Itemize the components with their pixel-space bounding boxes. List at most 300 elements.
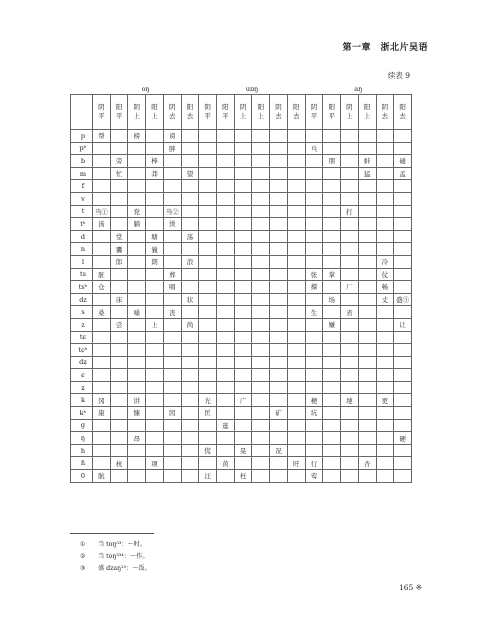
character-cell [394,394,412,407]
character-cell [234,268,252,281]
character-cell [181,281,199,294]
character-cell [146,344,164,357]
character-cell [376,457,394,470]
character-cell [341,457,359,470]
character-cell [217,281,235,294]
character-cell [376,318,394,331]
character-cell [110,331,128,344]
character-cell [217,243,235,256]
character-cell [252,470,270,483]
character-cell [358,205,376,218]
character-cell: 讲 [128,394,146,407]
character-cell [358,369,376,382]
character-cell [305,255,323,268]
character-cell [217,218,235,231]
character-cell: 唱 [163,281,181,294]
character-cell [376,344,394,357]
character-cell [270,318,288,331]
character-cell [146,180,164,193]
character-cell [270,243,288,256]
footnote-text: 当 toŋ³³⁴：～作。 [98,553,149,560]
character-cell [128,381,146,394]
tone-header: 阳 平 [323,95,341,130]
character-cell [287,180,305,193]
table-row [71,155,412,168]
character-cell: 慌 [199,444,217,457]
character-cell [287,369,305,382]
table-row [71,331,412,344]
character-cell [199,130,217,143]
character-cell [270,419,288,432]
character-cell [394,344,412,357]
character-cell [305,218,323,231]
character-cell [270,381,288,394]
character-cell [394,356,412,369]
character-cell: 光 [199,394,217,407]
table-row [71,142,412,155]
character-cell [376,369,394,382]
corner-cell [71,95,93,130]
character-cell [128,281,146,294]
character-cell [358,268,376,281]
character-cell [323,243,341,256]
character-cell [217,255,235,268]
character-cell [358,306,376,319]
character-cell [146,218,164,231]
character-cell [128,344,146,357]
character-cell [217,130,235,143]
character-cell [163,331,181,344]
character-cell [252,281,270,294]
character-cell [252,205,270,218]
character-cell: 硬 [394,432,412,445]
character-cell [358,243,376,256]
character-cell [199,281,217,294]
character-cell [128,230,146,243]
character-cell [199,331,217,344]
character-cell [110,192,128,205]
table-row [71,192,412,205]
character-cell [341,255,359,268]
character-cell [341,230,359,243]
character-cell: 浪 [181,255,199,268]
character-cell: 场 [323,293,341,306]
character-cell: 丧 [163,306,181,319]
character-cell [270,293,288,306]
character-cell [199,306,217,319]
character-cell [252,243,270,256]
character-cell [110,356,128,369]
character-cell [394,331,412,344]
character-cell [128,470,146,483]
character-cell: 上 [146,318,164,331]
character-cell [128,419,146,432]
character-cell [394,407,412,420]
character-cell [110,381,128,394]
character-cell [270,255,288,268]
character-cell [394,306,412,319]
character-cell [163,255,181,268]
syllable-table [70,84,412,483]
character-cell [163,444,181,457]
character-cell [93,255,111,268]
character-cell [270,218,288,231]
tone-header: 阳 平 [217,95,235,130]
character-cell [199,432,217,445]
character-cell: 匡 [199,407,217,420]
character-cell [93,344,111,357]
character-cell: 桑 [93,306,111,319]
character-cell: 尚 [181,318,199,331]
character-cell [181,407,199,420]
character-cell [376,306,394,319]
character-cell [199,230,217,243]
character-cell [181,218,199,231]
character-cell [287,381,305,394]
character-cell [305,155,323,168]
character-cell [163,344,181,357]
character-cell [287,130,305,143]
character-cell [93,180,111,193]
character-cell: 逛 [217,419,235,432]
footnote-text: 盛 dzaŋ¹³：～饭。 [98,565,151,572]
footnote-item [80,551,151,563]
character-cell [305,381,323,394]
character-cell [252,344,270,357]
corner-cell [71,84,93,95]
character-cell [234,432,252,445]
character-cell [376,205,394,218]
character-cell [146,356,164,369]
character-cell [305,293,323,306]
character-cell [163,457,181,470]
character-cell [287,470,305,483]
character-cell [305,369,323,382]
character-cell [199,142,217,155]
character-cell [323,192,341,205]
table-row [71,470,412,483]
table-row [71,356,412,369]
character-cell [217,394,235,407]
character-cell [270,155,288,168]
character-cell [252,318,270,331]
character-cell: 烫 [163,218,181,231]
character-cell [110,205,128,218]
initial-label: v [71,192,93,205]
character-cell [358,344,376,357]
character-cell [394,192,412,205]
character-cell [287,306,305,319]
character-cell [93,192,111,205]
character-cell [128,457,146,470]
character-cell [305,444,323,457]
character-cell: 胖 [163,142,181,155]
character-cell: 郎 [110,255,128,268]
character-cell: 康 [93,407,111,420]
character-cell [358,192,376,205]
character-cell [146,444,164,457]
character-cell [323,331,341,344]
tone-header: 阳 去 [181,95,199,130]
character-cell [305,230,323,243]
character-cell: 张 [305,268,323,281]
character-cell [376,470,394,483]
initial-label: dz [71,293,93,306]
character-cell: 黄 [217,457,235,470]
character-cell [252,457,270,470]
initial-label: kʰ [71,407,93,420]
character-cell [110,394,128,407]
tone-header: 阳 上 [146,95,164,130]
character-cell [358,419,376,432]
character-cell: 当① [93,205,111,218]
table-row [71,419,412,432]
character-cell [199,167,217,180]
tone-header: 阴 去 [376,95,394,130]
tone-header: 阴 上 [128,95,146,130]
character-cell [199,205,217,218]
initial-label: ɦ [71,457,93,470]
character-cell [358,180,376,193]
tone-header: 阴 平 [305,95,323,130]
character-cell [181,142,199,155]
character-cell [287,281,305,294]
table-row [71,306,412,319]
character-cell: 更 [376,394,394,407]
character-cell [199,192,217,205]
character-cell [341,243,359,256]
character-cell [146,331,164,344]
initial-label: ŋ [71,432,93,445]
character-cell [93,142,111,155]
character-cell [341,344,359,357]
character-cell [146,470,164,483]
character-cell [199,318,217,331]
page-number: 165 ※ [399,583,422,592]
character-cell [287,432,305,445]
character-cell [394,230,412,243]
character-cell: 汪 [199,470,217,483]
character-cell [270,331,288,344]
character-cell [341,180,359,193]
character-cell [323,470,341,483]
character-cell: 蚌 [358,155,376,168]
character-cell [323,255,341,268]
footnote-rule [70,533,154,534]
character-cell [358,407,376,420]
character-cell: 肮 [93,470,111,483]
character-cell [110,281,128,294]
character-cell [93,293,111,306]
character-cell [146,369,164,382]
character-cell [376,130,394,143]
footnote-marker: ② [80,553,86,560]
character-cell [199,356,217,369]
character-cell [376,243,394,256]
initial-label: pʰ [71,142,93,155]
character-cell: 躺 [128,218,146,231]
character-cell [358,331,376,344]
character-cell [323,130,341,143]
character-cell [394,268,412,281]
character-cell [93,331,111,344]
character-cell: 冷 [376,255,394,268]
table-row [71,444,412,457]
tone-header: 阴 平 [199,95,217,130]
footnote-text: 当 toŋ⁵³：～时。 [98,541,147,548]
character-cell [358,293,376,306]
character-cell [323,407,341,420]
character-cell [252,432,270,445]
character-cell [252,356,270,369]
character-cell [234,205,252,218]
character-cell [234,192,252,205]
table-row [71,268,412,281]
character-cell [234,130,252,143]
character-cell [287,419,305,432]
character-cell: 仓 [93,281,111,294]
character-cell [341,470,359,483]
character-cell [270,230,288,243]
character-cell [287,268,305,281]
character-cell [128,268,146,281]
tone-header: 阳 上 [252,95,270,130]
character-cell [217,268,235,281]
character-cell [252,130,270,143]
character-cell [128,293,146,306]
character-cell [358,130,376,143]
character-cell [270,205,288,218]
character-cell [252,230,270,243]
character-cell [217,167,235,180]
character-cell: 行 [305,457,323,470]
character-cell [323,218,341,231]
character-cell [394,205,412,218]
character-cell [163,419,181,432]
character-cell [252,268,270,281]
character-cell [110,344,128,357]
character-cell [287,444,305,457]
character-cell [287,155,305,168]
character-cell [252,180,270,193]
character-cell [376,142,394,155]
character-cell [199,344,217,357]
character-cell [234,230,252,243]
character-cell [252,293,270,306]
character-cell [270,356,288,369]
character-cell: 尝 [110,318,128,331]
character-cell [323,205,341,218]
character-cell [110,369,128,382]
rhyme-header-row [71,84,412,95]
character-cell [376,331,394,344]
character-cell [234,218,252,231]
character-cell [341,381,359,394]
character-cell [93,369,111,382]
character-cell: 莺 [305,470,323,483]
character-cell [394,142,412,155]
character-cell [110,407,128,420]
character-cell [341,218,359,231]
character-cell [181,432,199,445]
table-row [71,457,412,470]
character-cell [376,419,394,432]
character-cell: 况 [270,444,288,457]
footnotes [80,539,151,575]
table-row [71,167,412,180]
character-cell [181,394,199,407]
character-cell [341,192,359,205]
character-cell [341,356,359,369]
character-cell [217,356,235,369]
initial-label: b [71,155,93,168]
character-cell [305,331,323,344]
character-cell [163,293,181,306]
tone-header: 阴 上 [234,95,252,130]
character-cell [199,155,217,168]
character-cell: 畅 [376,281,394,294]
initial-label: k [71,394,93,407]
character-cell [252,218,270,231]
tone-header: 阳 平 [110,95,128,130]
character-cell: 旁 [110,155,128,168]
character-cell [146,394,164,407]
character-cell [305,344,323,357]
character-cell [128,444,146,457]
character-cell [217,407,235,420]
character-cell [305,356,323,369]
character-cell [270,470,288,483]
character-cell [128,369,146,382]
character-cell: 枉 [234,470,252,483]
table-row [71,243,412,256]
character-cell [181,356,199,369]
initial-label: f [71,180,93,193]
character-cell [376,356,394,369]
character-cell [358,356,376,369]
character-cell: 杭 [110,457,128,470]
character-cell [323,281,341,294]
character-cell [323,381,341,394]
character-cell [234,331,252,344]
character-cell [199,255,217,268]
character-cell [323,180,341,193]
character-cell: 仗 [376,268,394,281]
character-cell [341,318,359,331]
character-cell: 厂 [341,281,359,294]
character-cell [287,192,305,205]
initial-label: d [71,230,93,243]
character-cell: 状 [181,293,199,306]
character-cell [146,205,164,218]
footnote-marker: ① [80,541,86,548]
character-cell [181,331,199,344]
character-cell [110,419,128,432]
character-cell [376,407,394,420]
character-cell [341,407,359,420]
character-cell: 梗 [305,394,323,407]
character-cell [217,192,235,205]
character-cell [341,142,359,155]
character-cell [93,381,111,394]
character-cell [234,155,252,168]
character-cell [270,268,288,281]
character-cell [323,356,341,369]
character-cell: 掌 [323,268,341,281]
character-cell [163,155,181,168]
character-cell [199,457,217,470]
character-cell [305,180,323,193]
